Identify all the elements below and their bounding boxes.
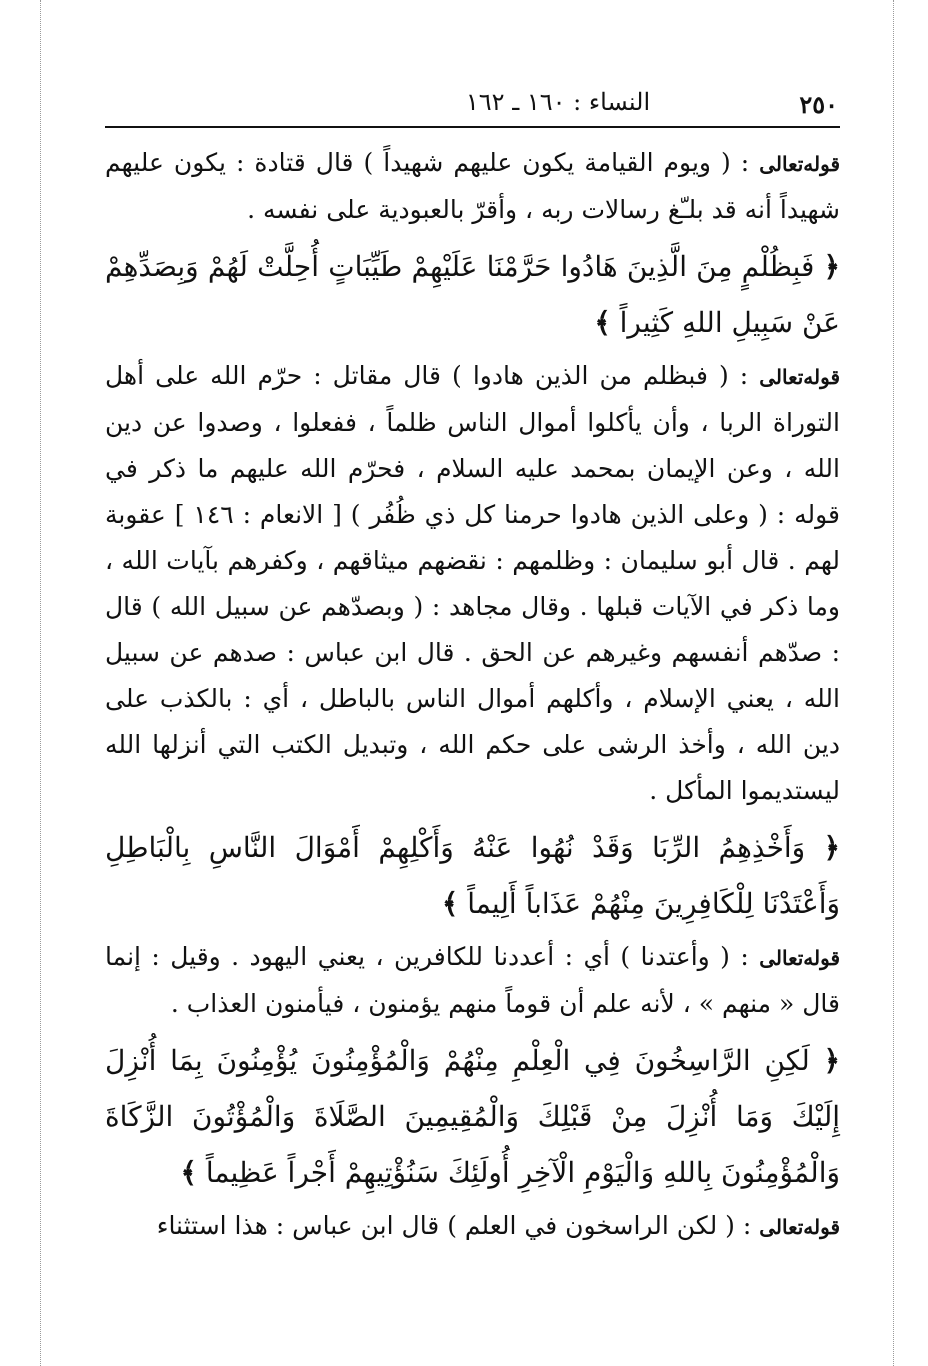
page-margin-line-right bbox=[893, 0, 894, 1366]
quran-verse-1 bbox=[105, 239, 840, 351]
verse-text: وَأَخْذِهِمُ الرِّبَا وَقَدْ نُهُوا عَنْهُ وَأَكْلِهِمْ أَمْوَالَ النَّاسِ بِالْبَاطِلِ وَأَعْتَدْنَا لِلْكَافِرِينَ مِنْهُمْ عَذَاباً أَلِيماً bbox=[105, 831, 840, 920]
verse-open-bracket: ﴿ bbox=[823, 1044, 840, 1077]
verse-open-bracket: ﴿ bbox=[823, 831, 840, 864]
page-margin-line-left bbox=[40, 0, 41, 1366]
verse-text: لَكِنِ الرَّاسِخُونَ فِي الْعِلْمِ مِنْهُمْ وَالْمُؤْمِنُونَ يُؤْمِنُونَ بِمَا أُنْزِلَ إِلَيْكَ وَمَا أُنْزِلَ مِنْ قَبْلِكَ وَالْمُقِيمِينَ الصَّلَاةَ وَالْمُؤْتُونَ الزَّكَاةَ وَالْمُؤْمِنُونَ بِاللهِ وَالْيَوْمِ الْآخِرِ أُولَئِكَ سَنُؤْتِيهِمْ أَجْراً عَظِيماً bbox=[105, 1044, 840, 1189]
commentary-text: : ( فبظلم من الذين هادوا ) قال مقاتل : حرّم الله على أهل التوراة الربا ، وأن يأكلوا أموال الناس ظلماً ، ففعلوا ، وصدوا عن دين الله ، وعن الإيمان بمحمد عليه السلام ، فحرّم الله عليهم ما ذكر في قوله : ( وعلى الذين هادوا حرمنا كل ذي ظُفُر ) [ الانعام : ١٤٦ ] عقوبة لهم . قال أبو سليمان : وظلمهم : نقضهم ميثاقهم ، وكفرهم بآيات الله ، وما ذكر في الآيات قبلها . وقال مجاهد : ( وبصدّهم عن سبيل الله ) قال : صدّهم أنفسهم وغيرهم عن الحق . قال ابن عباس : صدهم عن سبيل الله ، يعني الإسلام ، وأكلهم أموال الناس بالباطل ، أي : بالكذب على دين الله ، وأخذ الرشى على حكم الله ، وتبديل الكتب التي أنزلها الله ليستديموا المأكل . bbox=[105, 361, 841, 805]
header-rule bbox=[105, 126, 840, 128]
commentary-paragraph-2 bbox=[105, 353, 840, 814]
verse-close-bracket: ﴾ bbox=[180, 1156, 197, 1189]
quran-verse-3 bbox=[105, 1033, 840, 1201]
quran-verse-2 bbox=[105, 820, 840, 932]
commentary-paragraph-1 bbox=[105, 140, 840, 233]
verse-close-bracket: ﴾ bbox=[441, 887, 459, 920]
commentary-paragraph-3 bbox=[105, 934, 840, 1027]
page-body bbox=[105, 140, 840, 1256]
commentary-label: قوله‌تعالى bbox=[759, 1215, 840, 1239]
running-title: النساء : ١٦٠ ـ ١٦٢ bbox=[465, 88, 651, 116]
verse-open-bracket: ﴿ bbox=[823, 250, 840, 283]
commentary-text: : ( لكن الراسخون في العلم ) قال ابن عباس : هذا استثناء bbox=[156, 1211, 752, 1240]
commentary-text: : ( وأعتدنا ) أي : أعددنا للكافرين ، يعني اليهود . وقيل : إنما قال « منهم » ، لأنه علم أن قوماً منهم يؤمنون ، فيأمنون العذاب . bbox=[105, 942, 840, 1018]
verse-text: فَبِظُلْمٍ مِنَ الَّذِينَ هَادُوا حَرَّمْنَا عَلَيْهِمْ طَيِّبَاتٍ أُحِلَّتْ لَهُمْ وَبِصَدِّهِمْ عَنْ سَبِيلِ اللهِ كَثِيراً bbox=[105, 250, 840, 339]
page-number: ٢٥٠ bbox=[799, 90, 838, 119]
commentary-text: : ( ويوم القيامة يكون عليهم شهيداً ) قال قتادة : يكون عليهم شهيداً أنه قد بلـّغ رسالات ربه ، وأقرّ بالعبودية على نفسه . bbox=[105, 148, 840, 224]
commentary-label: قوله‌تعالى bbox=[759, 946, 840, 970]
commentary-paragraph-4 bbox=[105, 1203, 840, 1250]
commentary-label: قوله‌تعالى bbox=[759, 152, 840, 176]
verse-close-bracket: ﴾ bbox=[594, 306, 611, 339]
page-header bbox=[108, 82, 838, 122]
commentary-label: قوله‌تعالى bbox=[759, 365, 840, 389]
